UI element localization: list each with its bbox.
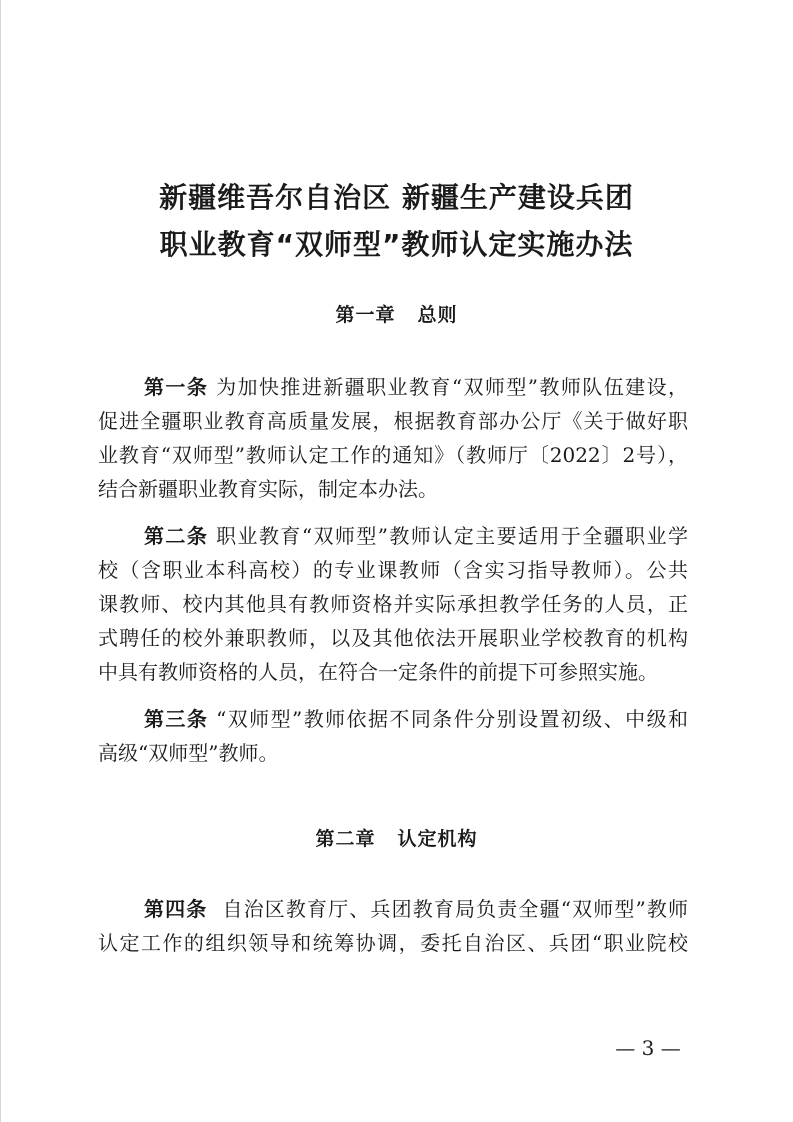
article-line: 认定工作的组织领导和统筹协调，委托自治区、兵团“职业院校: [98, 931, 688, 955]
article-line: 第一条 为加快推进新疆职业教育“双师型”教师队伍建设，: [144, 375, 689, 399]
chapter-heading-2: [0, 824, 793, 851]
article-label: 第四条: [144, 897, 208, 921]
article-line: 第四条 自治区教育厅、兵团教育局负责全疆“双师型”教师: [144, 897, 689, 921]
article-line: 第三条 “双师型”教师依据不同条件分别设置初级、中级和: [144, 707, 689, 731]
page-number: — 3 —: [615, 1036, 681, 1060]
article-line: 中具有教师资格的人员，在符合一定条件的前提下可参照实施。: [98, 660, 658, 684]
article-1: [98, 370, 688, 506]
article-line: 结合新疆职业教育实际，制定本办法。: [98, 477, 438, 501]
article-line: 业教育“双师型”教师认定工作的通知》（教师厅〔2022〕2号），: [98, 443, 688, 467]
chapter-number: 第二章: [315, 828, 376, 850]
chapter-name: 总则: [417, 304, 458, 326]
article-line: 校（含职业本科高校）的专业课教师（含实习指导教师）。公共: [98, 558, 688, 582]
chapter-heading-1: [0, 300, 793, 327]
article-line: 促进全疆职业教育高质量发展，根据教育部办公厅《关于做好职: [98, 409, 688, 433]
article-2: [98, 519, 688, 689]
document-title-line-1: 新疆维吾尔自治区 新疆生产建设兵团: [159, 181, 634, 214]
chapter-name: 认定机构: [397, 828, 478, 850]
article-line: 第二条 职业教育“双师型”教师认定主要适用于全疆职业学: [144, 524, 689, 548]
article-label: 第三条: [144, 707, 209, 731]
article-line: 高级“双师型”教师。: [98, 741, 279, 765]
article-line: 式聘任的校外兼职教师，以及其他依法开展职业学校教育的机构: [98, 626, 688, 650]
article-3: [98, 702, 688, 770]
article-label: 第二条: [144, 524, 209, 548]
article-label: 第一条: [144, 375, 209, 399]
document-title-line-2: 职业教育“双师型”教师认定实施办法: [159, 228, 634, 261]
chapter-number: 第一章: [335, 304, 396, 326]
article-line: 课教师、校内其他具有教师资格并实际承担教学任务的人员，正: [98, 592, 688, 616]
article-4: [98, 892, 688, 960]
